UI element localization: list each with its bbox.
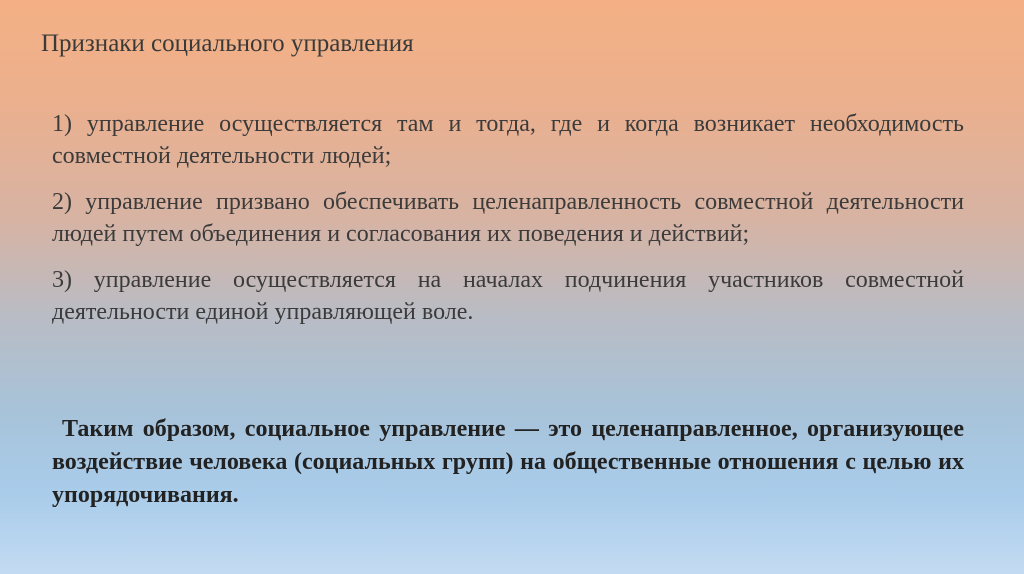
conclusion-text — [52, 413, 964, 512]
conclusion-body: Таким образом, социальное управление — это целенаправленное, организующее воздействие человека (социальных групп) на общественные отношения с целью их упорядочивания. — [52, 416, 964, 508]
list-item: 1) управление осуществляется там и тогда, где и когда возникает необходимость совместной деятельности людей; — [52, 111, 964, 169]
list-item: 3) управление осуществляется на началах подчинения участников совместной деятельности единой управляющей воле. — [52, 267, 964, 325]
list-item: 2) управление призвано обеспечивать целенаправленность совместной деятельности людей путем объединения и согласования их поведения и действий; — [52, 189, 964, 247]
feature-list — [52, 108, 964, 342]
slide-title: Признаки социального управления — [41, 30, 414, 57]
